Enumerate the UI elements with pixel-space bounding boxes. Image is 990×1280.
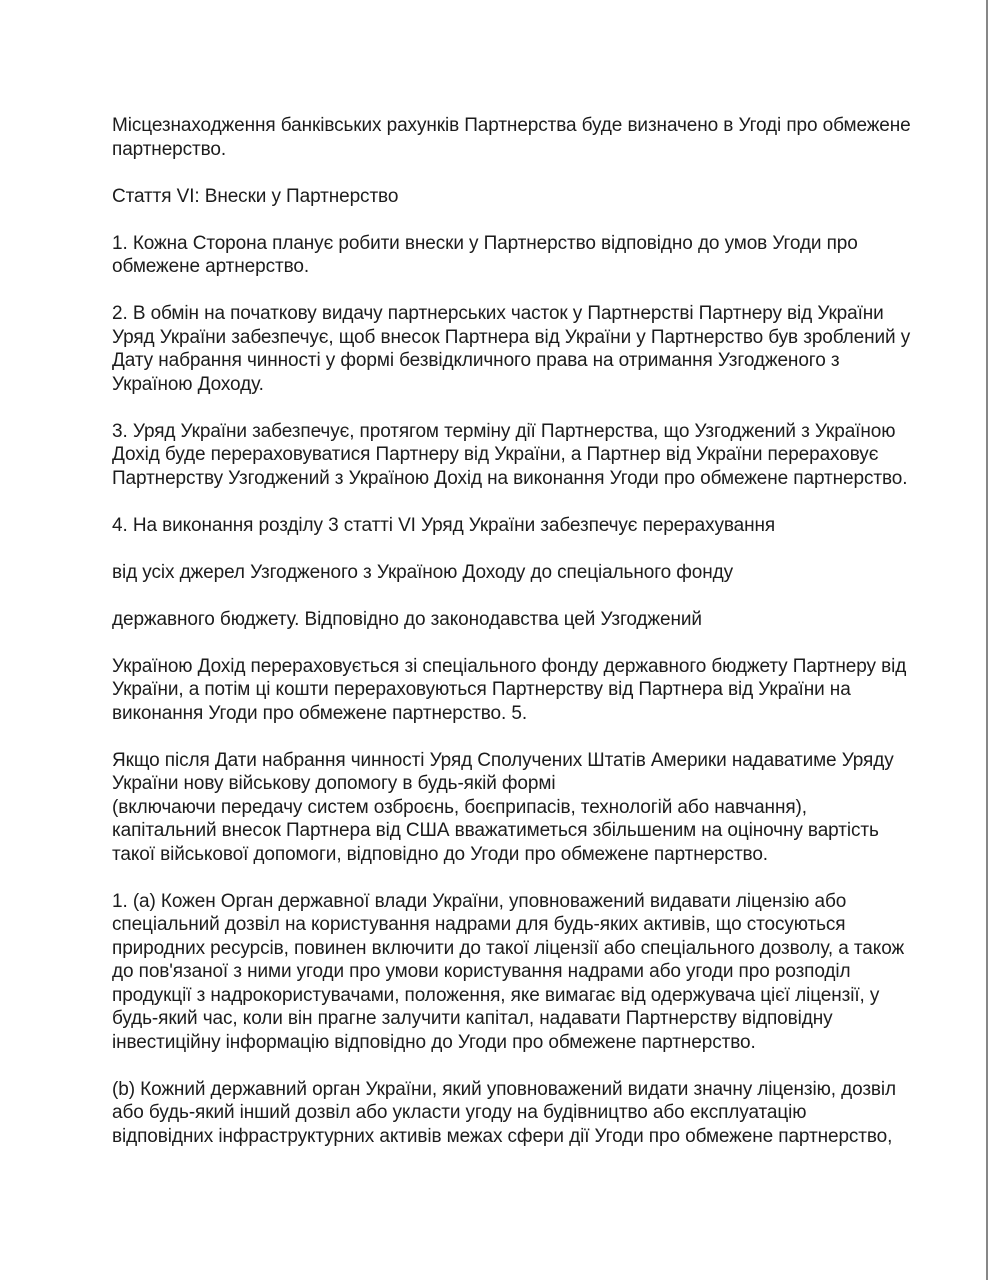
paragraph-line: до пов'язаної з ними угоди про умови користування надрами або угоди про розподіл <box>112 961 851 982</box>
paragraph <box>112 185 900 209</box>
paragraph-line: відповідних інфраструктурних активів межах сфери дії Угоди про обмежене партнерство, <box>112 1125 893 1147</box>
paragraph-line: Якщо після Дати набрання чинності Уряд Сполучених Штатів Америки надаватиме Уряду <box>112 749 894 771</box>
paragraph <box>112 655 907 726</box>
paragraph-line: інвестиційну інформацію відповідно до Угоди про обмежене партнерство. <box>112 1031 756 1053</box>
paragraph-line: виконання Угоди про обмежене партнерство. 5. <box>112 702 528 724</box>
paragraph-line: Дату набрання чинності у формі безвідкличного права на отримання Узгодженого з <box>112 350 840 371</box>
paragraph-line: (включаючи передачу систем озброєнь, боєприпасів, технологій або навчання), <box>112 796 807 818</box>
paragraph-line: 1. (a) Кожен Орган державної влади України, уповноважений видавати ліцензію або <box>112 890 847 912</box>
paragraph-line: України нову військову допомогу в будь-якій формі <box>112 773 556 794</box>
paragraph-line: продукції з надрокористувачами, положення, яке вимагає від одержувача цієї ліцензії, у <box>112 984 880 1006</box>
paragraph-line: капітальний внесок Партнера від США вважатиметься збільшеним на оціночну вартість <box>112 820 879 841</box>
paragraph <box>112 890 905 1055</box>
paragraph-line: Місцезнаходження банківських рахунків Партнерства буде визначено в Угоді про обмежене <box>112 115 911 136</box>
paragraph-line: Стаття VI: Внески у Партнерство <box>112 185 399 207</box>
paragraph-line: від усіх джерел Узгодженого з Україною Доходу до спеціального фонду <box>112 561 734 583</box>
paragraph-line: 1. Кожна Сторона планує робити внески у Партнерство відповідно до умов Угоди про <box>112 232 858 254</box>
paragraph <box>112 302 911 396</box>
paragraph-line: 3. Уряд України забезпечує, протягом терміну дії Партнерства, що Узгоджений з Україною <box>112 420 896 442</box>
paragraph-line: спеціальний дозвіл на користування надрами для будь-яких активів, що стосуються <box>112 914 846 935</box>
paragraph <box>112 608 900 632</box>
paragraph-line: Україною Доходу. <box>112 373 264 395</box>
paragraph-line: обмежене артнерство. <box>112 256 310 277</box>
page-right-edge-line <box>986 0 988 1280</box>
paragraph <box>112 114 911 161</box>
paragraph <box>112 232 900 279</box>
document-body <box>112 114 911 1148</box>
paragraph-line: (b) Кожний державний орган України, який уповноважений видати значну ліцензію, дозвіл <box>112 1078 897 1100</box>
paragraph-line: Україною Дохід перераховується зі спеціального фонду державного бюджету Партнеру від <box>112 655 907 677</box>
paragraph <box>112 1078 900 1149</box>
paragraph <box>112 749 900 867</box>
paragraph-line: 4. На виконання розділу 3 статті VI Уряд України забезпечує перерахування <box>112 514 776 536</box>
paragraph <box>112 514 900 538</box>
paragraph-line: Уряд України забезпечує, щоб внесок Партнера від України у Партнерство був зроблений у <box>112 326 911 348</box>
paragraph <box>112 420 908 491</box>
paragraph-line: будь-який час, коли він прагне залучити капітал, надавати Партнерству відповідну <box>112 1008 833 1029</box>
paragraph <box>112 561 900 585</box>
paragraph-line: 2. В обмін на початкову видачу партнерських часток у Партнерстві Партнеру від України <box>112 303 884 324</box>
paragraph-line: України, а потім ці кошти перераховуються Партнерству від Партнера від України на <box>112 679 851 700</box>
paragraph-line: державного бюджету. Відповідно до законодавства цей Узгоджений <box>112 608 702 630</box>
paragraph-line: такої військової допомоги, відповідно до Угоди про обмежене партнерство. <box>112 843 768 865</box>
paragraph-line: природних ресурсів, повинен включити до такої ліцензії або спеціального дозволу, а також <box>112 937 905 959</box>
paragraph-line: партнерство. <box>112 138 227 160</box>
paragraph-line: Партнерству Узгоджений з Україною Дохід на виконання Угоди про обмежене партнерство. <box>112 467 908 489</box>
paragraph-line: Дохід буде перераховуватися Партнеру від України, а Партнер від України перераховує <box>112 444 879 465</box>
paragraph-line: або будь-який інший дозвіл або укласти угоду на будівництво або експлуатацію <box>112 1102 807 1123</box>
